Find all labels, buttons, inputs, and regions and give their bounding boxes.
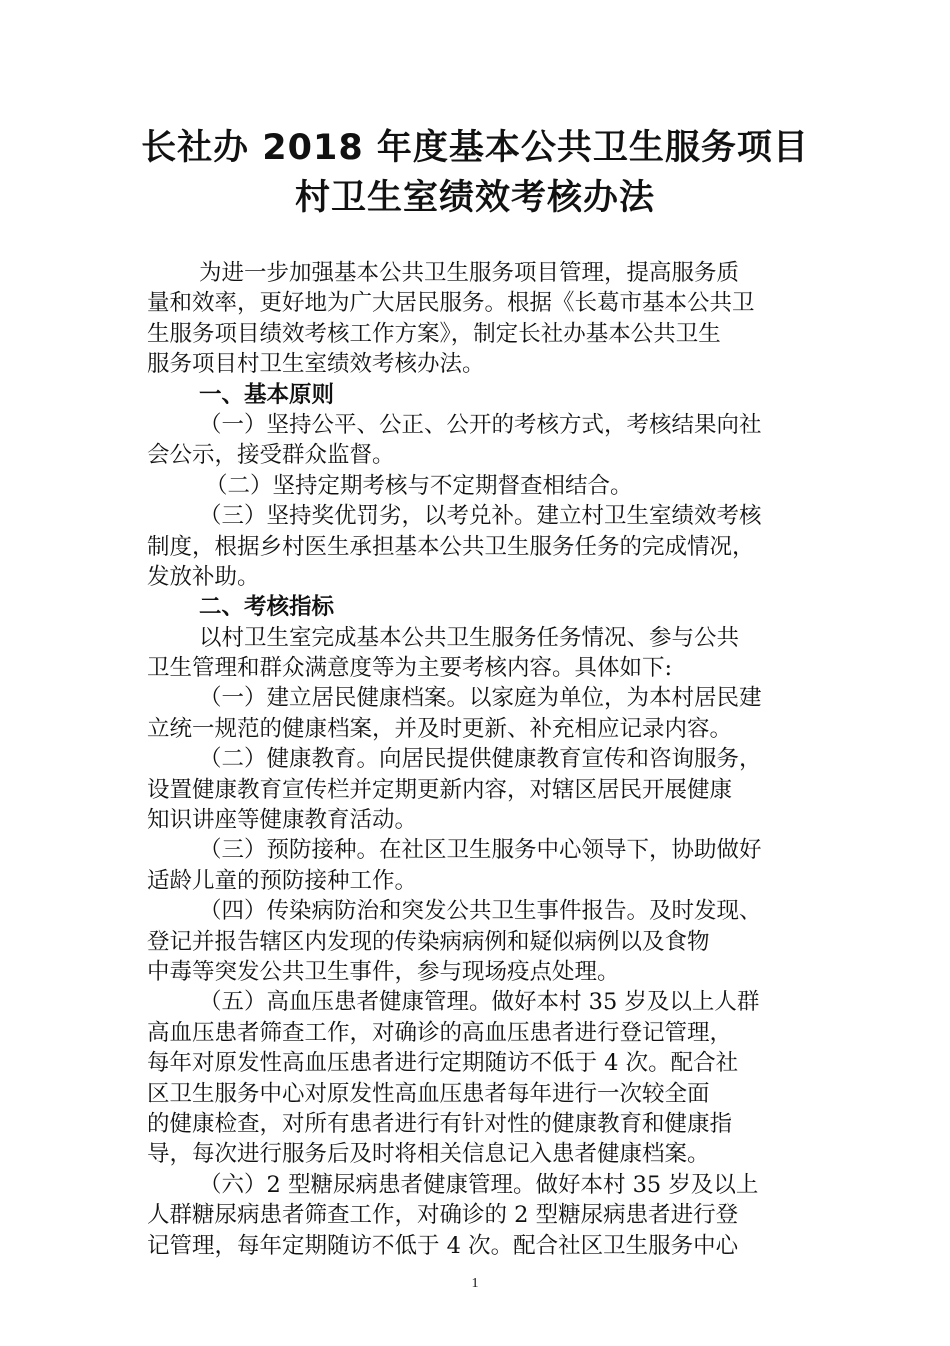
paragraph-line: 生服务项目绩效考核工作方案》，制定长社办基本公共卫生 xyxy=(147,320,721,347)
paragraph-line: 量和效率，更好地为广大居民服务。根据《长葛市基本公共卫 xyxy=(147,290,755,317)
paragraph-line: （一）建立居民健康档案。以家庭为单位，为本村居民建 xyxy=(199,685,762,712)
paragraph-line: 人群糖尿病患者筛查工作，对确诊的 2 型糖尿病患者进行登 xyxy=(147,1202,739,1229)
paragraph-line: 服务项目村卫生室绩效考核办法。 xyxy=(147,351,485,378)
paragraph-line: 登记并报告辖区内发现的传染病病例和疑似病例以及食物 xyxy=(147,928,710,955)
paragraph-line: （二）健康教育。向居民提供健康教育宣传和咨询服务， xyxy=(199,746,762,773)
paragraph-line: 适龄儿童的预防接种工作。 xyxy=(147,867,418,894)
paragraph-line: 的健康检查，对所有患者进行有针对性的健康教育和健康指 xyxy=(147,1110,733,1137)
page-number: 1 xyxy=(471,1276,479,1291)
paragraph-line: （四）传染病防治和突发公共卫生事件报告。及时发现、 xyxy=(199,898,762,925)
paragraph-line: 中毒等突发公共卫生事件，参与现场疫点处理。 xyxy=(147,958,620,985)
paragraph-line: 发放补助。 xyxy=(147,563,260,590)
paragraph-line: （五）高血压患者健康管理。做好本村 35 岁及以上人群 xyxy=(199,989,760,1016)
paragraph-line: （三）坚持奖优罚劣，以考兑补。建立村卫生室绩效考核 xyxy=(199,503,762,530)
section-heading-assessment-indicators: 二、考核指标 xyxy=(199,594,335,621)
paragraph-line: （一）坚持公平、公正、公开的考核方式，考核结果向社 xyxy=(199,411,762,438)
paragraph-line: 知识讲座等健康教育活动。 xyxy=(147,807,418,834)
document-body xyxy=(147,258,807,1261)
paragraph-line: 以村卫生室完成基本公共卫生服务任务情况、参与公共 xyxy=(199,624,740,651)
paragraph-line: 为进一步加强基本公共卫生服务项目管理，提高服务质 xyxy=(199,260,740,286)
paragraph-line: 高血压患者筛查工作，对确诊的高血压患者进行登记管理， xyxy=(147,1019,733,1046)
paragraph-line: （三）预防接种。在社区卫生服务中心领导下，协助做好 xyxy=(199,837,762,864)
paragraph-line: 会公示，接受群众监督。 xyxy=(147,442,395,469)
paragraph-line: 制度，根据乡村医生承担基本公共卫生服务任务的完成情况， xyxy=(147,533,755,560)
paragraph-line: 区卫生服务中心对原发性高血压患者每年进行一次较全面 xyxy=(147,1080,710,1107)
section-heading-basic-principles: 一、基本原则 xyxy=(199,381,335,408)
paragraph-line: 导，每次进行服务后及时将相关信息记入患者健康档案。 xyxy=(147,1141,710,1168)
paragraph-line: 每年对原发性高血压患者进行定期随访不低于 4 次。配合社 xyxy=(147,1050,739,1077)
document-title-line-1: 长社办 2018 年度基本公共卫生服务项目 xyxy=(141,128,809,168)
paragraph-line: 立统一规范的健康档案，并及时更新、补充相应记录内容。 xyxy=(147,715,733,742)
paragraph-line: 设置健康教育宣传栏并定期更新内容，对辖区居民开展健康 xyxy=(147,776,733,803)
paragraph-line: （六）2 型糖尿病患者健康管理。做好本村 35 岁及以上 xyxy=(199,1171,759,1198)
paragraph-line: 卫生管理和群众满意度等为主要考核内容。具体如下: xyxy=(147,655,673,682)
paragraph-line: （二）坚持定期考核与不定期督查相结合。 xyxy=(205,472,633,499)
document-title-line-2: 村卫生室绩效考核办法 xyxy=(294,178,655,218)
paragraph-line: 记管理，每年定期随访不低于 4 次。配合社区卫生服务中心 xyxy=(147,1232,739,1259)
